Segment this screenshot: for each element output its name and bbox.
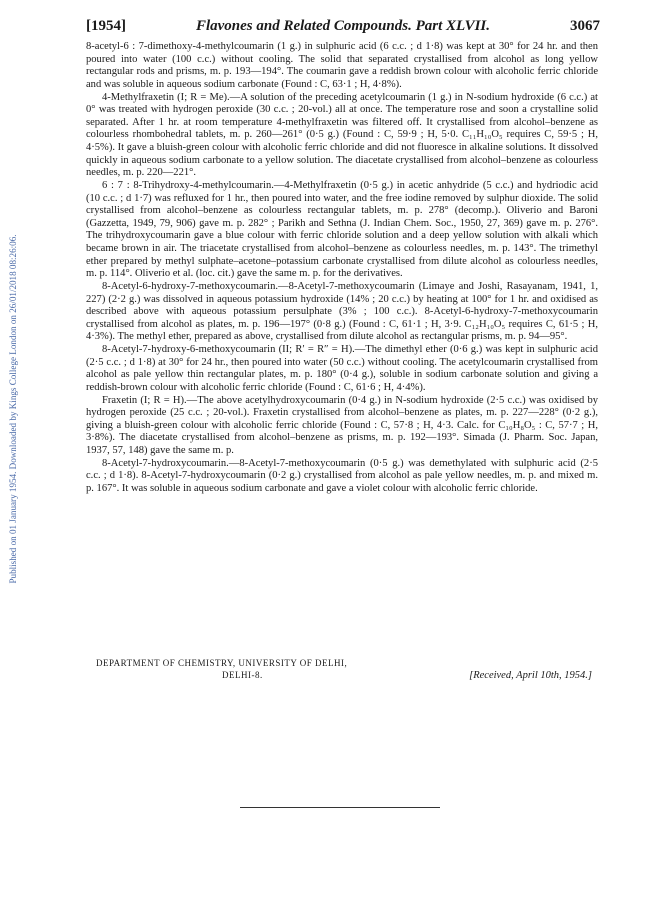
article-body <box>86 41 598 496</box>
paragraph: 8-Acetyl-7-hydroxycoumarin.—8-Acetyl-7-methoxycoumarin (0·5 g.) was demethylated with sulphuric acid (2·5 c.c. ; d 1·8). 8-Acetyl-7-hydroxycoumarin (0·2 g.) crystallised from alcohol as pale yellow needles, m. p. and mixed m. p. 167°. It was soluble in aqueous sodium carbonate and gave a violet colour with alcoholic ferric chloride. <box>86 457 598 494</box>
running-header <box>86 18 600 38</box>
download-notice <box>6 178 19 640</box>
paragraph: 6 : 7 : 8-Trihydroxy-4-methylcoumarin.—4-Methylfraxetin (0·5 g.) in acetic anhydride (5 c.c.) and hydriodic acid (10 c.c. ; d 1·7) was refluxed for 1 hr., then poured into water, and the free iodine removed by sulphur dioxide. The solid crystallised from alcohol–benzene as colourless rectangular tablets, m. p. 278° (decomp.). Oliverio and Baroni (Gazzetta, 1949, 79, 906) gave m. p. 282° ; Parikh and Sethna (J. Indian Chem. Soc., 1950, 27, 369) gave m. p. 276°. The trihydroxycoumarin gave a blue colour with ferric chloride solution and a deep yellow solution with alkali which became brown in air. The triacetate crystallised from alcohol–benzene as colourless needles, m. p. 143°. The trimethyl ether prepared by methyl sulphate–acetone–potassium carbonate crystallised from dilute alcohol as colourless needles, m. p. 114°. Oliverio et al. (loc. cit.) gave the same m. p. for the derivatives. <box>86 179 598 280</box>
download-notice-text: Published on 01 January 1954. Downloaded by Kings College London on 26/01/2018 08:26:06. <box>7 234 18 584</box>
paragraph: 8-Acetyl-7-hydroxy-6-methoxycoumarin (II; R′ = R″ = H).—The dimethyl ether (0·6 g.) was kept in sulphuric acid (2·5 c.c. ; d 1·8) at 30° for 24 hr., then poured into water (50 c.c.) without cooling. The acetylcoumarin crystallised from alcohol as pale yellow thin rectangular plates, m. p. 180° (0·4 g.), soluble in sodium carbonate solution and giving a reddish-brown colour with alcoholic ferric chloride (Found : C, 61·6 ; H, 4·4%). <box>86 344 598 393</box>
page-number: 3067 <box>570 18 600 34</box>
paragraph: Fraxetin (I; R = H).—The above acetylhydroxycoumarin (0·4 g.) in N-sodium hydroxide (2·5 c.c.) was oxidised by hydrogen peroxide (25 c.c. ; 20-vol.). Fraxetin crystallised from alcohol–benzene as plates, m. p. 227—228° (0·2 g.), giving a bluish-green colour with alcoholic ferric chloride (Found : C, 57·8 ; H, 4·3. Calc. for C₁₀H₈O₅ : C, 57·7 ; H, 3·8%). The diacetate crystallised from alcohol–benzene as prisms, m. p. 192—193°. Simada (J. Pharm. Soc. Japan, 1937, 57, 148) gave the same m. p. <box>86 394 598 456</box>
received-date: [Received, April 10th, 1954.] <box>469 670 592 681</box>
paragraph: 8-Acetyl-6-hydroxy-7-methoxycoumarin.—8-Acetyl-7-methoxycoumarin (Limaye and Joshi, Rasayanam, 1941, 1, 227) (2·2 g.) was dissolved in aqueous potassium hydroxide (14% ; 20 c.c.) by heating at 100° for 1 hr. and oxidised as described above with aqueous potassium persulphate (3% ; 100 c.c.). 8-Acetyl-6-hydroxy-7-methoxycoumarin crystallised from alcohol as plates, m. p. 196—197° (0·8 g.) (Found : C, 61·1 ; H, 3·9. C₁₂H₁₀O₅ requires C, 61·5 ; H, 4·3%). The methyl ether, prepared as above, crystallised from dilute alcohol as rectangular prisms, m. p. 94—95°. <box>86 280 598 343</box>
paragraph: 4-Methylfraxetin (I; R = Me).—A solution of the preceding acetylcoumarin (1 g.) in N-sodium hydroxide (6 c.c.) at 0° was treated with hydrogen peroxide (30 c.c. ; 20-vol.) all at once. The temperature rose and soon a crystalline solid separated. After 1 hr. at room temperature 4-methylfraxetin was filtered off. It crystallised from alcohol–benzene as colourless rhombohedral tablets, m. p. 260—261° (0·5 g.) (Found : C, 59·9 ; H, 5·0. C₁₁H₁₀O₅ requires C, 59·5 ; H, 4·5%). It gave a bluish-green colour with alcoholic ferric chloride and did not fluoresce in alkaline solutions. It dissolved quickly in aqueous sodium carbonate to a yellow solution. The diacetate crystallised from alcohol–benzene as colourless needles, m. p. 220—221°. <box>86 91 598 179</box>
header-title: Flavones and Related Compounds. Part XLVII. <box>195 18 491 34</box>
affiliation <box>96 658 592 688</box>
affiliation-city: DELHI-8. <box>222 670 263 680</box>
end-rule <box>240 807 440 808</box>
affiliation-department: DEPARTMENT OF CHEMISTRY, UNIVERSITY OF DELHI, <box>96 658 348 668</box>
header-year: [1954] <box>86 18 126 34</box>
paragraph: 8-acetyl-6 : 7-dimethoxy-4-methylcoumarin (1 g.) in sulphuric acid (6 c.c. ; d 1·8) was kept at 30° for 24 hr. and then poured into water (100 c.c.) without cooling. The solid that separated crystallised from alcohol as long yellow rectangular rods and prisms, m. p. 193—194°. The coumarin gave a reddish brown colour with alcoholic ferric chloride and was soluble in aqueous sodium carbonate (Found : C, 63·1 ; H, 4·8%). <box>86 41 598 90</box>
